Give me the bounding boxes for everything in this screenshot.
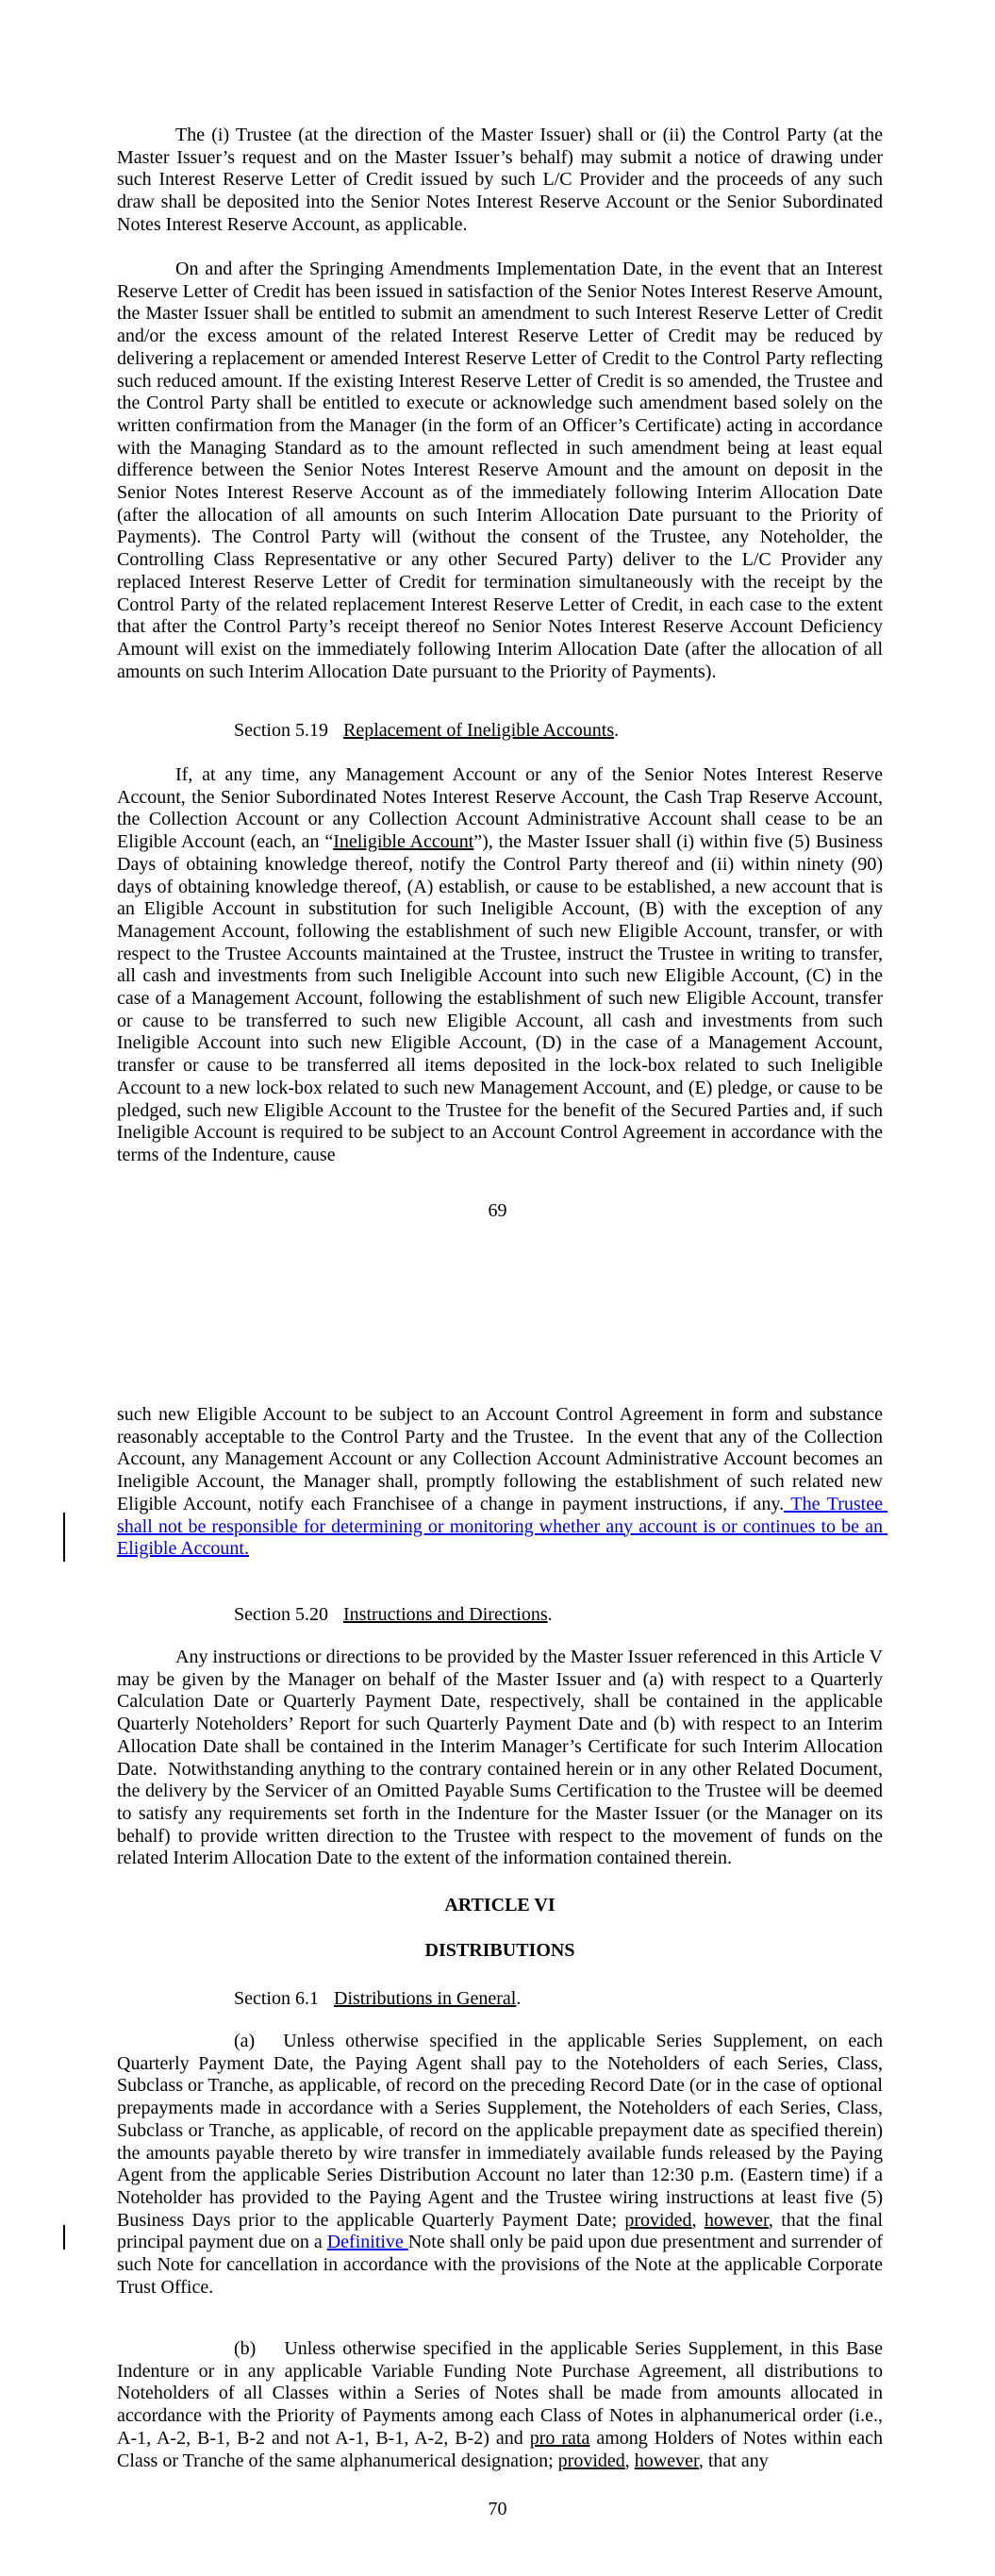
section-title: Instructions and Directions xyxy=(343,1604,548,1625)
paragraph-text: , xyxy=(624,2450,635,2471)
section-period: . xyxy=(614,720,620,741)
paragraph-text: On and after the Springing Amendments Implementation Date, in the event that an Interest Reserve Letter of Credit has been issued in satisfaction of the Senior Notes Interest Reserve Amount, the Master Issuer shall be entitled to submit an amendment to such Interest Reserve Letter of Credit and/or the excess amount of the related Interest Reserve Letter of Credit may be reduced by delivering a replacement or amended Interest Reserve Letter of Credit to the Control Party reflecting such reduced amount. If the existing Interest Reserve Letter of Credit is so amended, the Trustee and the Control Party shall be entitled to execute or acknowledge such amendment based solely on the written confirmation from the Manager (in the form of an Officer’s Certificate) acting in accordance with the Managing Standard as to the amount reflected in such amendment being at least equal difference between the Senior Notes Interest Reserve Amount and the amount on deposit in the Senior Notes Interest Reserve Account as of the immediately following Interim Allocation Date (after the allocation of all amounts on such Interim Allocation Date pursuant to the Priority of Payments). The Control Party will (without the consent of the Trustee, any Noteholder, the Controlling Class Representative or any other Secured Party) deliver to the L/C Provider any replaced Interest Reserve Letter of Credit for termination simultaneously with the receipt by the Control Party of the related replacement Interest Reserve Letter of Credit, in each case to the extent that after the Control Party’s receipt thereof no Senior Notes Interest Reserve Account Deficiency Amount will exist on the immediately following Interim Allocation Date (after the allocation of all amounts on such Interim Allocation Date pursuant to the Priority of Payments). xyxy=(117,259,887,682)
paragraph-text: Note shall only be paid upon due presentment and surrender of such Note for cancellation in accordance with the provisions of the Note at the applicable Corporate Trust Office. xyxy=(117,2232,888,2298)
section-heading xyxy=(117,1988,883,2011)
defined-term: Ineligible Account xyxy=(333,831,474,853)
paragraph-text: among Holders of Notes within each Class or Tranche of the same alphanumerical designation; xyxy=(117,2427,887,2471)
paragraph-text: The (i) Trustee (at the direction of the Master Issuer) shall or (ii) the Control Party (at the Master Issuer’s request and on the Master Issuer’s behalf) may submit a notice of drawing under such Interest Reserve Letter of Credit issued by such L/C Provider and the proceeds of any such draw shall be deposited into the Senior Notes Interest Reserve Account or the Senior Subordinated Notes Interest Reserve Account, as applicable. xyxy=(117,125,887,235)
paragraph-text: , xyxy=(691,2209,705,2231)
body-paragraph xyxy=(117,764,888,1167)
section-number: Section 5.19 xyxy=(234,720,328,741)
body-paragraph xyxy=(117,1647,887,1870)
section-number: Section 6.1 xyxy=(234,1988,319,2009)
body-paragraph-lettered xyxy=(117,2338,887,2472)
list-marker: (a) xyxy=(234,2031,256,2051)
emphasized-term: pro rata xyxy=(529,2427,590,2449)
paragraph-text: Unless otherwise specified in the applicable Series Supplement, in this Base Indenture or in any applicable Variable Funding Note Purchase Agreement, all distributions to Noteholders of all Classes within a Series of Notes shall be made from amounts allocated in accordance with the Priority of Payments among each Class of Notes in alphanumerical order (i.e., A-1, A-2, B-1, B-2 and not A-1, B-1, A-2, B-2) and xyxy=(117,2338,887,2449)
section-period: . xyxy=(547,1604,553,1625)
emphasized-term: however xyxy=(704,2209,769,2231)
paragraph-text: , that the final principal payment due on a xyxy=(117,2209,888,2253)
page-number: 69 xyxy=(488,1200,507,1221)
paragraph-text: Unless otherwise specified in the applicable Series Supplement, on each Quarterly Payment Date, the Paying Agent shall pay to the Noteholders of each Series, Class, Subclass or Tranche, as applicable, of record on the preceding Record Date (or in the case of optional prepayments made in accordance with a Series Supplement, the Noteholders of each Series, Class, Subclass or Tranche, as applicable, of record on the applicable prepayment date as specified therein) the amounts payable thereto by wire transfer in immediately available funds released by the Paying Agent from the applicable Series Distribution Account no later than 12:30 p.m. (Eastern time) if a Noteholder has provided to the Paying Agent and the Trustee wiring instructions at least five (5) Business Days prior to the applicable Quarterly Payment Date; xyxy=(117,2031,887,2231)
section-title: Replacement of Ineligible Accounts xyxy=(343,720,615,741)
paragraph-text: Any instructions or directions to be provided by the Master Issuer referenced in this Article V may be given by the Manager on behalf of the Master Issuer and (a) with respect to a Quarterly Calculation Date or Quarterly Payment Date, respectively, shall be contained in the applicable Quarterly Noteholders’ Report for such Quarterly Payment Date and (b) with respect to an Interim Allocation Date shall be contained in the Interim Manager’s Certificate for such Interim Allocation Date. Notwithstanding anything to the contrary contained herein or in any other Related Document, the delivery by the Servicer of an Omitted Payable Sums Certification to the Trustee will be deemed to satisfy any requirements set forth in the Indenture for the Master Issuer (or the Manager on its behalf) to provide written direction to the Trustee with respect to the movement of funds on the related Interim Allocation Date to the extent of the information contained therein. xyxy=(117,1647,887,1869)
paragraph-text: If, at any time, any Management Account or any of the Senior Notes Interest Reserve Account, the Senior Subordinated Notes Interest Reserve Account, the Cash Trap Reserve Account, the Collection Account or any Collection Account Administrative Account shall cease to be an Eligible Account (each, an “ xyxy=(117,764,887,853)
section-heading xyxy=(117,720,883,743)
body-paragraph xyxy=(117,125,887,237)
list-marker: (b) xyxy=(234,2338,257,2359)
page-number: 70 xyxy=(488,2499,507,2519)
inserted-text: The Trustee shall not be responsible for determining or monitoring whether any account is or continues to be an Eligible Account. xyxy=(117,1493,887,1560)
emphasized-term: however xyxy=(634,2450,699,2471)
section-heading xyxy=(117,1604,883,1627)
inserted-text: Definitive xyxy=(326,2232,408,2253)
section-title: Distributions in General xyxy=(334,1988,517,2009)
emphasized-term: provided xyxy=(557,2450,625,2471)
section-number: Section 5.20 xyxy=(234,1604,328,1625)
body-paragraph xyxy=(117,1404,887,1561)
emphasized-term: provided xyxy=(624,2209,692,2231)
paragraph-text: ”), the Master Issuer shall (i) within five (5) Business Days of obtaining knowledge thereof, notify the Control Party thereof and (ii) within ninety (90) days of obtaining knowledge thereof, (A) establish, or cause to be established, a new account that is an Eligible Account in substitution for such Ineligible Account, (B) with the exception of any Management Account, following the establishment of such new Eligible Account, transfer, or with respect to the Trustee Accounts maintained at the Trustee, instruct the Trustee in writing to transfer, all cash and investments from such Ineligible Account into such new Eligible Account, (C) in the case of a Management Account, following the establishment of such new Eligible Account, transfer or cause to be transferred to such new Eligible Account, all cash and investments from such Ineligible Account into such new Eligible Account, (D) in the case of a Management Account, transfer or cause to be transferred all items deposited in the lock-box related to such Ineligible Account to a new lock-box related to such new Management Account, and (E) pledge, or cause to be pledged, such new Eligible Account to the Trustee for the benefit of the Secured Parties and, if such Ineligible Account is required to be subject to an Account Control Agreement in accordance with the terms of the Indenture, cause xyxy=(117,831,888,1165)
article-number-heading: ARTICLE VI xyxy=(444,1895,556,1915)
change-bar xyxy=(63,1513,65,1562)
body-paragraph-lettered xyxy=(117,2031,888,2299)
section-period: . xyxy=(516,1988,522,2009)
article-title-heading: DISTRIBUTIONS xyxy=(424,1940,575,1961)
body-paragraph xyxy=(117,259,887,683)
paragraph-text: , that any xyxy=(698,2450,769,2471)
paragraph-text: such new Eligible Account to be subject to an Account Control Agreement in form and substance reasonably acceptable to the Control Party and the Trustee. In the event that any of the Collection Account, any Management Account or any Collection Account Administrative Account becomes an Ineligible Account, the Manager shall, promptly following the establishment of such related new Eligible Account, notify each Franchisee of a change in payment instructions, if any. xyxy=(117,1404,887,1514)
change-bar xyxy=(63,2225,65,2250)
